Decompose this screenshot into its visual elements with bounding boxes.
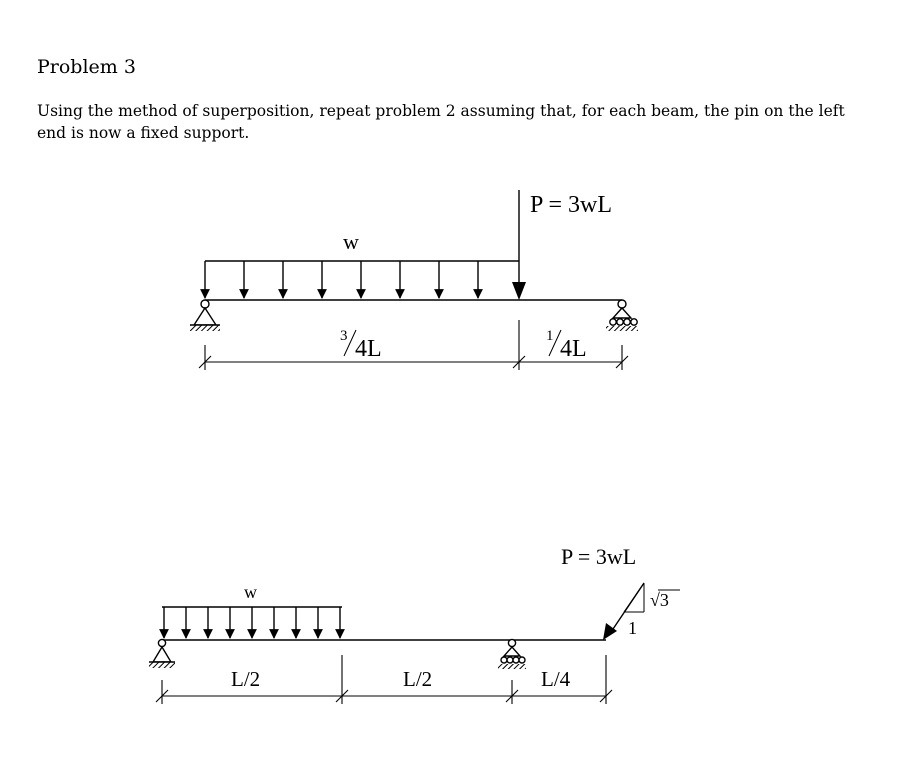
beam-1-left-pin-support [190,300,220,331]
beam-2-left-pin-support [149,639,175,668]
beam-2-point-load-label: P = 3wL [561,544,637,569]
beam-1-span-2-numerator: 1 [546,328,554,344]
beam-1-span-1-numerator: 3 [340,328,348,344]
problem-title: Problem 3 [37,56,136,78]
beam-1-span-1-denominator: 4L [355,336,382,362]
beam-2-roller-support [498,639,526,669]
beam-2-distributed-load-label: w [244,582,257,602]
beam-1-point-load-label: P = 3wL [530,192,612,218]
beam-1-distributed-load-label: w [343,229,359,254]
beam-2-span-3-label: L/4 [541,667,571,691]
beam-2-slope-vertical-label: √3 [650,590,669,610]
beam-1-distributed-load [205,261,519,298]
beam-2-span-1-label: L/2 [231,667,261,691]
beam-2-distributed-load [162,607,342,638]
beam-1-point-load-arrow [512,190,526,300]
beam-2-slope-horizontal-label: 1 [628,618,637,638]
beam-1-span-1-label [340,328,382,362]
beam-1-span-2-label [546,328,587,362]
beam-1-right-roller-support [606,300,638,331]
beam-2-span-2-label: L/2 [403,667,433,691]
beam-1-span-2-denominator: 4L [560,336,587,362]
problem-text: Using the method of superposition, repeat problem 2 assuming that, for each beam, the pin on the left end is now a fixed support. [37,102,845,142]
beam-2-slope-triangle [624,583,644,612]
